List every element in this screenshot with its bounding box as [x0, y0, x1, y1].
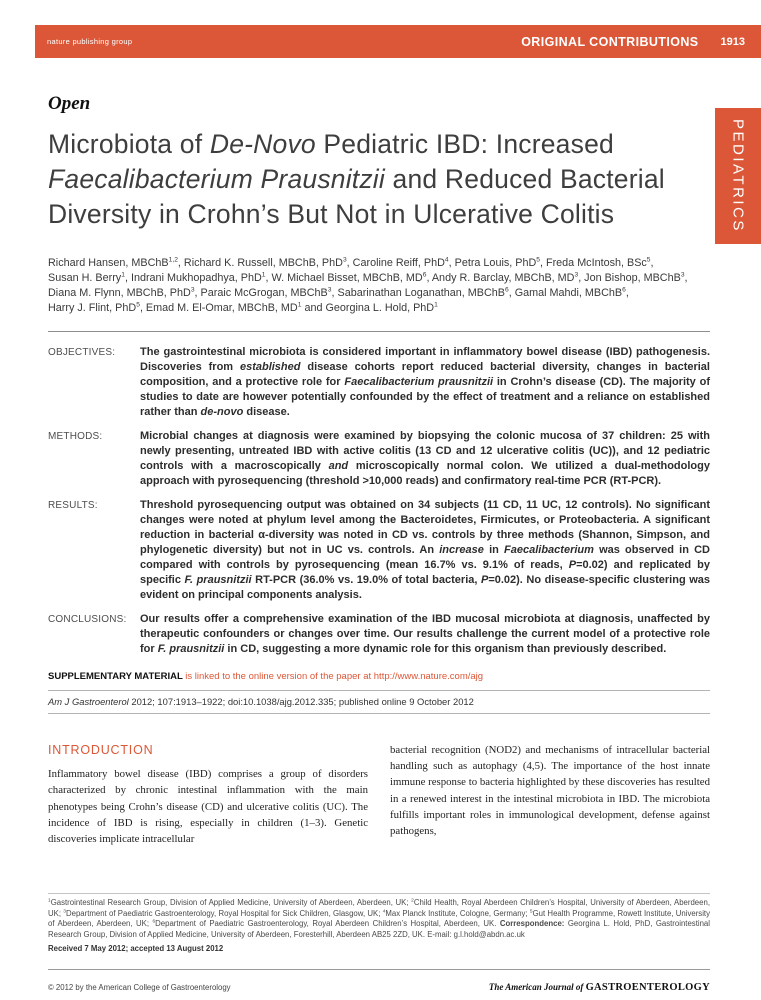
introduction-heading: INTRODUCTION — [48, 743, 154, 757]
affiliations-text: $^1$Gastrointestinal Research Group, Division of Applied Medicine, University of Aberdeen, Aberdeen, UK; $^2$Child Health, Royal Aberdeen Children’s Hospital, University of Aberdeen, Aberdeen, UK; $^3$Department of Paediatric Gastroenterology, Royal Hospital for Sick Children, Glasgow, UK; $^4$Max Planck Institute, Cologne, Germany; $^5$Gut Health Programme, Rowett Institute, University of Aberdeen, Aberdeen, UK; $^6$Department of Paediatric Gastroenterology, Royal Aberdeen Children’s Hospital, Aberdeen, UK. Correspondence: Georgina L. Hold, PhD, Gastrointestinal Research Group, Division of Applied Medicine, University of Aberdeen, Foresterhill, Aberdeen AB25 2ZD, UK. E-mail: g.l.hold@abdn.ac.uk — [48, 898, 710, 939]
introduction-section — [48, 742, 710, 847]
pediatrics-label: PEDIATRICS — [729, 119, 747, 233]
intro-paragraph-left: Inflammatory bowel disease (IBD) comprises a group of disorders characterized by chronic intestinal inflammation with the main phenotypes being Crohn’s disease (CD) and ulcerative colitis (UC). The incidence of IBD is rising, especially in children (1–3). Genetic discoveries implicate intracellular — [48, 768, 368, 846]
abstract — [48, 345, 710, 657]
author-line: Richard Hansen, MBChB$^{1,2}$, Richard K. Russell, MBChB, PhD$^3$, Caroline Reiff, PhD$^4$, Petra Louis, PhD$^5$, Freda McIntosh, BSc$^5$, — [48, 256, 654, 269]
author-line: Diana M. Flynn, MBChB, PhD$^3$, Paraic McGrogan, MBChB$^3$, Sabarinathan Loganathan, MBChB$^6$, Gamal Mahdi, MBChB$^6$, — [48, 286, 629, 299]
footer — [48, 969, 710, 995]
supplementary-label: SUPPLEMENTARY MATERIAL — [48, 671, 186, 682]
title-line: Faecalibacterium Prausnitzii and Reduced Bacterial — [48, 164, 665, 194]
journal-logo-name: GASTROENTEROLOGY — [585, 982, 710, 994]
abstract-objectives — [48, 345, 710, 420]
citation-rest: 2012; 107:1913–1922; doi:10.1038/ajg.2012.335; published online 9 October 2012 — [128, 696, 474, 707]
abstract-text: Our results offer a comprehensive examination of the IBD mucosal microbiota at diagnosis, unaffected by therapeutic confounders or changes over time. Our results challenge the current model of a protective role for F. prausnitzii in CD, suggesting a more dynamic role for this organism than previously described. — [140, 613, 710, 655]
intro-paragraph-right: bacterial recognition (NOD2) and mechanisms of intracellular bacterial handling such as autophagy (4,5). The importance of the host innate immune response to bacteria highlighted by these discoveries has resulted in a renewed interest in the intestinal microbiota in IBD. The microbiota fulfills important roles in immunological development, defense against pathogens, — [390, 744, 710, 838]
divider-rule — [48, 331, 710, 332]
copyright-text: © 2012 by the American College of Gastroenterology — [48, 983, 231, 993]
abstract-conclusions — [48, 612, 710, 657]
footnote-rule — [48, 893, 710, 894]
received-line: Received 7 May 2012; accepted 13 August 2012 — [48, 944, 224, 954]
header-right — [521, 35, 745, 49]
abstract-results — [48, 498, 710, 603]
title-line: Diversity in Crohn’s But Not in Ulcerative Colitis — [48, 199, 615, 229]
intro-column-right — [390, 742, 710, 847]
abstract-text: The gastrointestinal microbiota is considered important in inflammatory bowel disease (IBD) pathogenesis. Discoveries from established disease cohorts report reduced bacterial diversity, changes in bacterial composition, and a protective role for Faecalibacterium prausnitzii in Crohn’s disease (CD). The majority of studies to date are however potentially confounded by the effect of treatment and a reliance on established rather than de-novo disease. — [140, 346, 710, 418]
supplementary-note — [48, 671, 710, 683]
author-line: Susan H. Berry$^1$, Indrani Mukhopadhya, PhD$^1$, W. Michael Bisset, MBChB, $MD^6$, Andy R. Barclay, MBChB, $MD^3$, Jon Bishop, MBChB$^3$, — [48, 271, 688, 284]
abstract-text: Threshold pyrosequencing output was obtained on 34 subjects (11 CD, 11 UC, 12 controls). No significant changes were noted at phylum level among the Bacteroidetes, Firmicutes, or Proteobacteria. A significant reduction in bacterial α-diversity was noted in CD vs. controls by three methods (Shannon, Simpson, and phylogenetic diversity) but not in UC vs. controls. An increase in Faecalibacterium was observed in CD compared with controls by pyrosequencing (mean 16.7% vs. 9.1% of reads, P=0.02) and replicated by specific F. prausnitzii RT-PCR (36.0% vs. 19.0% of total bacteria, P=0.02). No disease-specific clustering was evident on principal components analysis. — [140, 499, 710, 601]
pediatrics-tab — [715, 108, 761, 244]
open-access-label: Open — [48, 93, 91, 114]
abstract-text: Microbial changes at diagnosis were examined by biopsying the colonic mucosa of 37 children: 25 with newly presenting, untreated IBD with active colitis (13 CD and 12 ulcerative colitis (UC)), and 12 pediatric controls with a macroscopically and microscopically normal colon. We utilized a dual-methodology approach with pyrosequencing (threshold >10,000 reads) and confirmatory real-time PCR (RT-PCR). — [140, 430, 710, 487]
author-line: Harry J. Flint, PhD$^5$, Emad M. El-Omar, MBChB, $MD^1$ and Georgina L. Hold, PhD$^1$ — [48, 301, 438, 314]
title-line: Microbiota of De-Novo Pediatric IBD: Increased — [48, 129, 614, 159]
intro-column-left — [48, 742, 368, 847]
citation-journal: Am J Gastroenterol — [48, 696, 129, 707]
abstract-methods — [48, 429, 710, 489]
journal-logo — [489, 977, 710, 995]
article — [48, 58, 710, 847]
page-bottom — [48, 893, 710, 995]
abstract-label: CONCLUSIONS: — [48, 614, 127, 625]
abstract-label: OBJECTIVES: — [48, 347, 116, 358]
abstract-label: METHODS: — [48, 431, 103, 442]
article-title — [48, 127, 710, 232]
journal-logo-pre: The American Journal of — [488, 982, 586, 993]
section-title: ORIGINAL CONTRIBUTIONS — [521, 34, 699, 49]
citation-line — [48, 690, 710, 714]
author-list — [48, 256, 710, 316]
page-number: 1913 — [720, 35, 745, 48]
abstract-label: RESULTS: — [48, 500, 98, 511]
header-bar — [35, 25, 761, 58]
supplementary-link[interactable]: is linked to the online version of the paper at http://www.nature.com/ajg — [185, 671, 484, 682]
publisher-name: nature publishing group — [47, 37, 133, 46]
